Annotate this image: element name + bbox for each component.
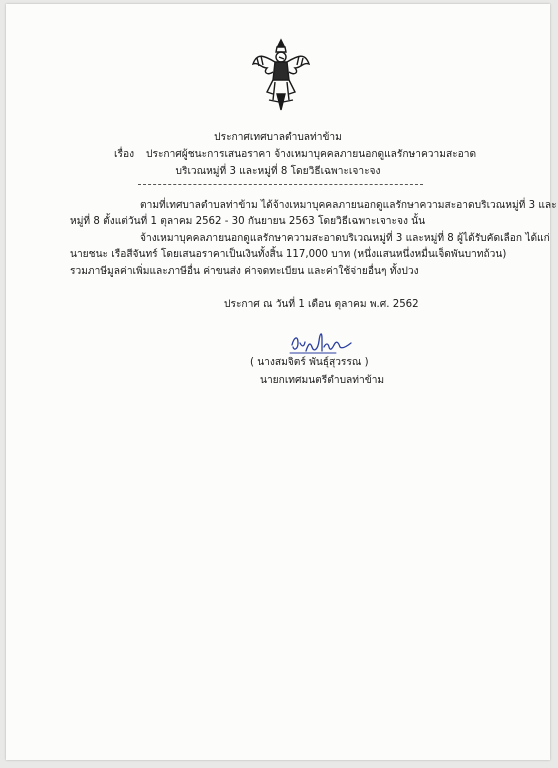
paragraph-2-line-1: จ้างเหมาบุคคลภายนอกดูแลรักษาความสะอาดบริเวณหมู่ที่ 3 และหมู่ที่ 8 ผู้ได้รับคัดเลือก ได้แก่ [140, 233, 550, 244]
subject-line-1: ประกาศผู้ชนะการเสนอราคา จ้างเหมาบุคคลภายนอกดูแลรักษาความสะอาด [146, 149, 477, 160]
org-title: ประกาศเทศบาลตำบลท่าข้าม [214, 132, 342, 143]
signatory-name: ( นางสมจิตร์ พันธุ์สุวรรณ ) [250, 357, 369, 368]
subject-label: เรื่อง [114, 149, 135, 160]
paragraph-2-line-2: นายชนะ เรือสีจันทร์ โดยเสนอราคาเป็นเงินทั้งสิ้น 117,000 บาท (หนึ่งแสนหนึ่งหมื่นเจ็ดพันบาทถ้วน) [70, 249, 507, 260]
garuda-emblem-icon [251, 38, 311, 112]
paragraph-1-line-2: หมู่ที่ 8 ตั้งแต่วันที่ 1 ตุลาคม 2562 - 30 กันยายน 2563 โดยวิธีเฉพาะเจาะจง นั้น [70, 216, 426, 227]
announcement-date: ประกาศ ณ วันที่ 1 เดือน ตุลาคม พ.ศ. 2562 [224, 299, 419, 310]
document-page [6, 4, 557, 760]
paragraph-2-line-3: รวมภาษีมูลค่าเพิ่มและภาษีอื่น ค่าขนส่ง ค่าจดทะเบียน และค่าใช้จ่ายอื่นๆ ทั้งปวง [70, 266, 419, 277]
paragraph-1-line-1: ตามที่เทศบาลตำบลท่าข้าม ได้จ้างเหมาบุคคลภายนอกดูแลรักษาความสะอาดบริเวณหมู่ที่ 3 และ [140, 200, 557, 211]
separator-line [138, 184, 423, 185]
signatory-position: นายกเทศมนตรีตำบลท่าข้าม [260, 375, 385, 386]
subject-line-2: บริเวณหมู่ที่ 3 และหมู่ที่ 8 โดยวิธีเฉพาะเจาะจง [175, 166, 381, 177]
